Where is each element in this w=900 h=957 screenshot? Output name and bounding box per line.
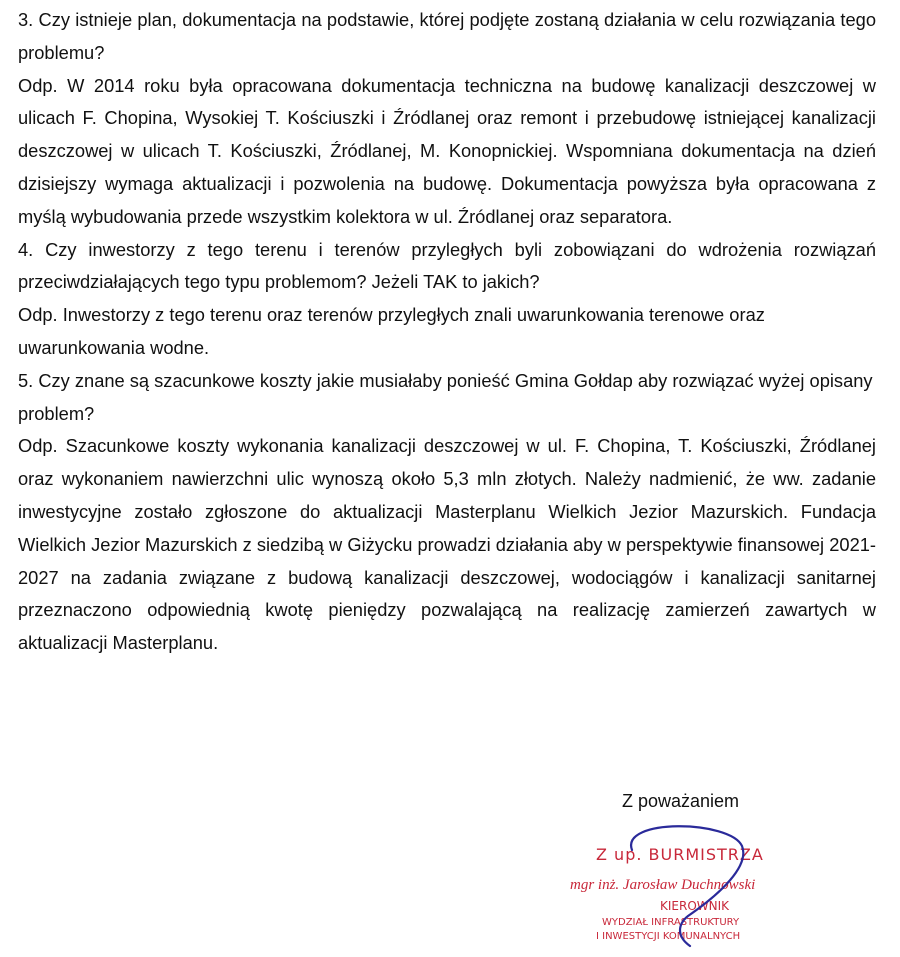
answer-3: Odp. W 2014 roku była opracowana dokumentacja techniczna na budowę kanalizacji deszczowej w ulicach F. Chopina, Wysokiej T. Kościuszki i Źródlanej oraz remont i przebudowę istniejącej kanalizacji deszczowej w ulicach T. Kościuszki, Źródlanej, M. Konopnickiej. Wspomniana dokumentacja na dzień dzisiejszy wymaga aktualizacji i pozwolenia na budowę. Dokumentacja powyższa była opracowana z myślą wybudowania przede wszystkim kolektora w ul. Źródlanej oraz separatora. [18,74,876,227]
stamp-title: KIEROWNIK [660,899,730,913]
closing-salutation: Z poważaniem [622,791,740,811]
stamp-line1: Z up. BURMISTRZA [596,845,764,864]
answer-4: Odp. Inwestorzy z tego terenu oraz terenów przyległych znali uwarunkowania terenowe oraz uwarunkowania wodne. [18,304,765,358]
question-3: 3. Czy istnieje plan, dokumentacja na podstawie, której podjęte zostaną działania w celu rozwiązania tego problemu? [18,9,876,63]
letter-body [18,4,876,660]
question-4: 4. Czy inwestorzy z tego terenu i terenów przyległych byli zobowiązani do wdrożenia rozwiązań przeciwdziałających tego typu problemom? Jeżeli TAK to jakich? [18,238,876,293]
stamp-signature: mgr inż. Jarosław Duchnowski [570,877,756,893]
answer-5: Odp. Szacunkowe koszty wykonania kanalizacji deszczowej w ul. F. Chopina, T. Kościuszki, Źródlanej oraz wykonaniem nawierzchni ulic wynoszą około 5,3 mln złotych. Należy nadmienić, że ww. zadanie inwestycyjne zostało zgłoszone do aktualizacji Masterplanu Wielkich Jezior Mazurskich. Fundacja Wielkich Jezior Mazurskich z siedzibą w Giżycku prowadzi działania aby w perspektywie finansowej 2021-2027 na zadania związane z budową kanalizacji deszczowej, wodociągów i kanalizacji sanitarnej przeznaczono odpowiednią kwotę pieniędzy pozwalającą na realizację zamierzeń zawartych w aktualizacji Masterplanu. [18,435,876,654]
question-5: 5. Czy znane są szacunkowe koszty jakie musiałaby ponieść Gmina Gołdap aby rozwiązać wyżej opisany problem? [18,369,873,424]
official-stamp [560,820,830,950]
stamp-dept-line2: I INWESTYCJI KOMUNALNYCH [596,931,741,942]
stamp-dept-line1: WYDZIAŁ INFRASTRUKTURY [602,917,740,928]
